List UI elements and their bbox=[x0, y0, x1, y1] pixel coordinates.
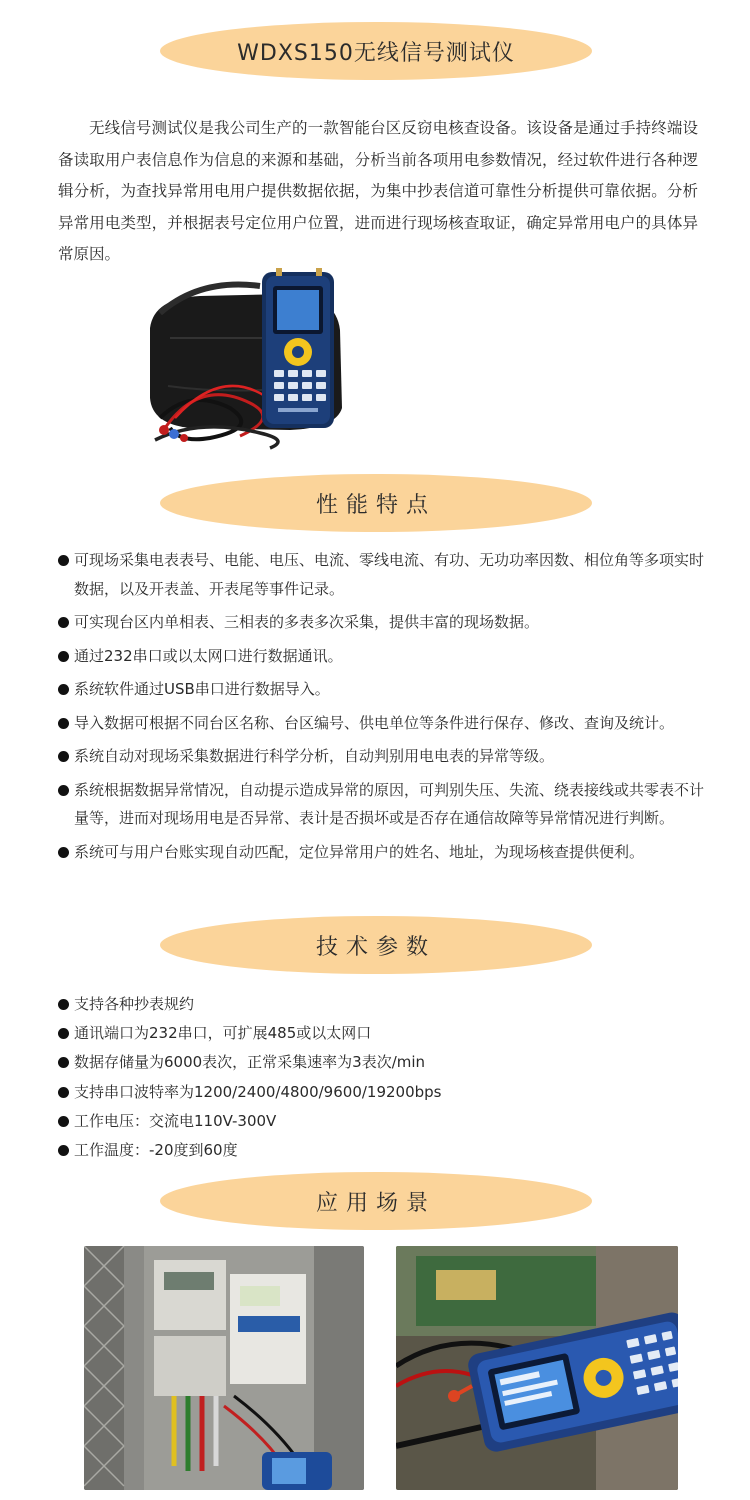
bullet-dot bbox=[58, 1057, 69, 1068]
features-banner bbox=[160, 474, 592, 532]
bullet-dot bbox=[58, 1087, 69, 1098]
product-title-banner bbox=[160, 22, 592, 80]
params-title: 技术参数 bbox=[315, 934, 436, 960]
bullet-dot bbox=[58, 1116, 69, 1127]
scene-photo-meter-box bbox=[84, 1246, 364, 1490]
list-item: 支持串口波特率为1200/2400/4800/9600/19200bps bbox=[58, 1078, 708, 1107]
scene-photo-device-onsite bbox=[396, 1246, 678, 1490]
list-item: 可实现台区内单相表、三相表的多表多次采集，提供丰富的现场数据。 bbox=[58, 608, 708, 637]
list-item: 系统自动对现场采集数据进行科学分析，自动判别用电电表的异常等级。 bbox=[58, 742, 708, 771]
scenes-banner bbox=[160, 1172, 592, 1230]
list-item: 导入数据可根据不同台区名称、台区编号、供电单位等条件进行保存、修改、查询及统计。 bbox=[58, 709, 708, 738]
list-item: 系统软件通过USB串口进行数据导入。 bbox=[58, 675, 708, 704]
list-item: 工作温度：-20度到60度 bbox=[58, 1136, 708, 1165]
bullet-dot bbox=[58, 785, 69, 796]
list-item: 支持各种抄表规约 bbox=[58, 990, 708, 1019]
bullet-dot bbox=[58, 1145, 69, 1156]
list-item: 系统可与用户台账实现自动匹配，定位异常用户的姓名、地址，为现场核查提供便利。 bbox=[58, 838, 708, 867]
bullet-dot bbox=[58, 718, 69, 729]
bullet-dot bbox=[58, 751, 69, 762]
bullet-dot bbox=[58, 651, 69, 662]
bullet-dot bbox=[58, 684, 69, 695]
list-item: 通过232串口或以太网口进行数据通讯。 bbox=[58, 642, 708, 671]
features-list bbox=[58, 546, 708, 871]
list-item: 工作电压：交流电110V-300V bbox=[58, 1107, 708, 1136]
scene-photo-device-onsite-illustration bbox=[396, 1246, 678, 1490]
features-title: 性能特点 bbox=[315, 492, 436, 518]
product-title: WDXS150无线信号测试仪 bbox=[237, 40, 515, 66]
params-list bbox=[58, 990, 708, 1165]
params-banner bbox=[160, 916, 592, 974]
list-item: 数据存储量为6000表次，正常采集速率为3表次/min bbox=[58, 1048, 708, 1077]
bullet-dot bbox=[58, 847, 69, 858]
product-photo bbox=[140, 268, 360, 453]
bullet-dot bbox=[58, 999, 69, 1010]
product-photo-illustration bbox=[140, 268, 360, 453]
scene-photo-meter-box-illustration bbox=[84, 1246, 364, 1490]
bullet-dot bbox=[58, 555, 69, 566]
list-item: 通讯端口为232串口，可扩展485或以太网口 bbox=[58, 1019, 708, 1048]
bullet-dot bbox=[58, 617, 69, 628]
list-item: 系统根据数据异常情况，自动提示造成异常的原因，可判别失压、失流、绕表接线或共零表不计量等，进而对现场用电是否异常、表计是否损坏或是否存在通信故障等异常情况进行判断。 bbox=[58, 776, 708, 833]
scenes-title: 应用场景 bbox=[315, 1190, 436, 1216]
bullet-dot bbox=[58, 1028, 69, 1039]
intro-paragraph: 无线信号测试仪是我公司生产的一款智能台区反窃电核查设备。该设备是通过手持终端设备读取用户表信息作为信息的来源和基础，分析当前各项用电参数情况，经过软件进行各种逻辑分析，为查找异常用电用户提供数据依据，为集中抄表信道可靠性分析提供可靠依据。分析异常用电类型，并根据表号定位用户位置，进而进行现场核查取证，确定异常用电户的具体异常原因。 bbox=[58, 119, 698, 263]
list-item: 可现场采集电表表号、电能、电压、电流、零线电流、有功、无功功率因数、相位角等多项实时数据，以及开表盖、开表尾等事件记录。 bbox=[58, 546, 708, 603]
